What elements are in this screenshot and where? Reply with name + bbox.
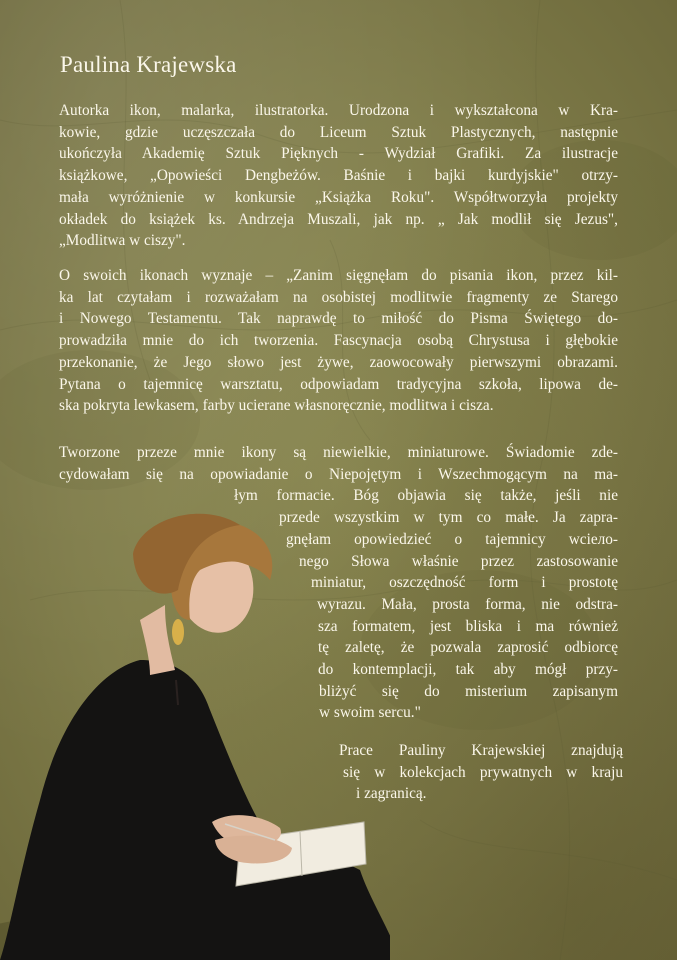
text-line: wyrazu. Mała, prosta forma, nie odstra- [317,595,618,613]
text-line: okładek do książek ks. Andrzeja Muszali, jak np. „ Jak modlił się Jezus", [59,210,618,228]
text-line: Autorka ikon, malarka, ilustratorka. Urodzona i wykształcona w Kra- [59,102,618,119]
icons-paragraph [59,265,618,417]
bio-paragraph [59,100,618,252]
text-line: przekonanie, że Jego słowo jest żywe, zaowocowały pierwszymi obrazami. [59,353,618,371]
text-line: sza formatem, jest bliska i ma również [318,617,618,635]
text-line: miniatur, oszczędność form i prostotę [311,574,618,592]
text-line: łym formacie. Bóg objawia się także, jeśli nie [234,487,618,505]
text-line: mała wyróżnienie w konkursie „Książka Roku". Współtworzyła projekty [59,188,618,206]
miniatures-paragraph [59,442,618,724]
text-line: ska pokryta lewkasem, farby ucierane własnoręcznie, modlitwa i cisza. [59,397,494,415]
text-line: książkowe, „Opowieści Dengbeżów. Baśnie i bajki kurdyjskie" otrzy- [59,167,618,185]
text-line: się w kolekcjach prywatnych w kraju [343,763,623,781]
text-line: bliżyć się do misterium zapisanym [319,682,618,700]
collections-paragraph [339,740,623,805]
text-line: tę zaletę, że pozwala zaprosić odbiorcę [318,639,618,657]
text-line: do kontemplacji, tak aby mógł przy- [318,661,618,679]
text-line: Prace Pauliny Krajewskiej znajdują [339,742,623,759]
text-line: O swoich ikonach wyznaje – „Zanim sięgnęłam do pisania ikon, przez kil- [59,267,618,284]
text-line: „Modlitwa w ciszy". [59,232,186,250]
text-line: ka lat czytałam i rozważałam na osobistej modlitwie fragmenty ze Starego [59,288,618,306]
text-line: i zagranicą. [356,785,427,803]
text-line: prowadziła mnie do ich tworzenia. Fascynacja osobą Chrystusa i głębokie [59,332,618,350]
text-line: ukończyła Akademię Sztuk Pięknych - Wydział Grafiki. Za ilustracje [59,145,618,163]
text-line: cydowałam się na opowiadanie o Niepojętym i Wszechmogącym na ma- [59,465,618,483]
text-line: w swoim sercu." [319,704,421,722]
page-title: Paulina Krajewska [60,52,237,77]
text-line: nego Słowa właśnie przez zastosowanie [299,552,618,570]
text-line: przede wszystkim w tym co małe. Ja zapra- [279,509,618,527]
text-line: kowie, gdzie uczęszczała do Liceum Sztuk Plastycznych, następnie [59,123,618,141]
text-line: Pytana o tajemnicę warsztatu, odpowiadam tradycyjna szkoła, lipowa de- [59,375,618,393]
text-line: Tworzone przeze mnie ikony są niewielkie, miniaturowe. Świadomie zde- [59,444,618,461]
text-line: gnęłam opowiedzieć o tajemnicy wciело- [286,530,618,548]
text-line: i Nowego Testamentu. Tak naprawdę to miłość do Pisma Świętego do- [59,310,618,328]
